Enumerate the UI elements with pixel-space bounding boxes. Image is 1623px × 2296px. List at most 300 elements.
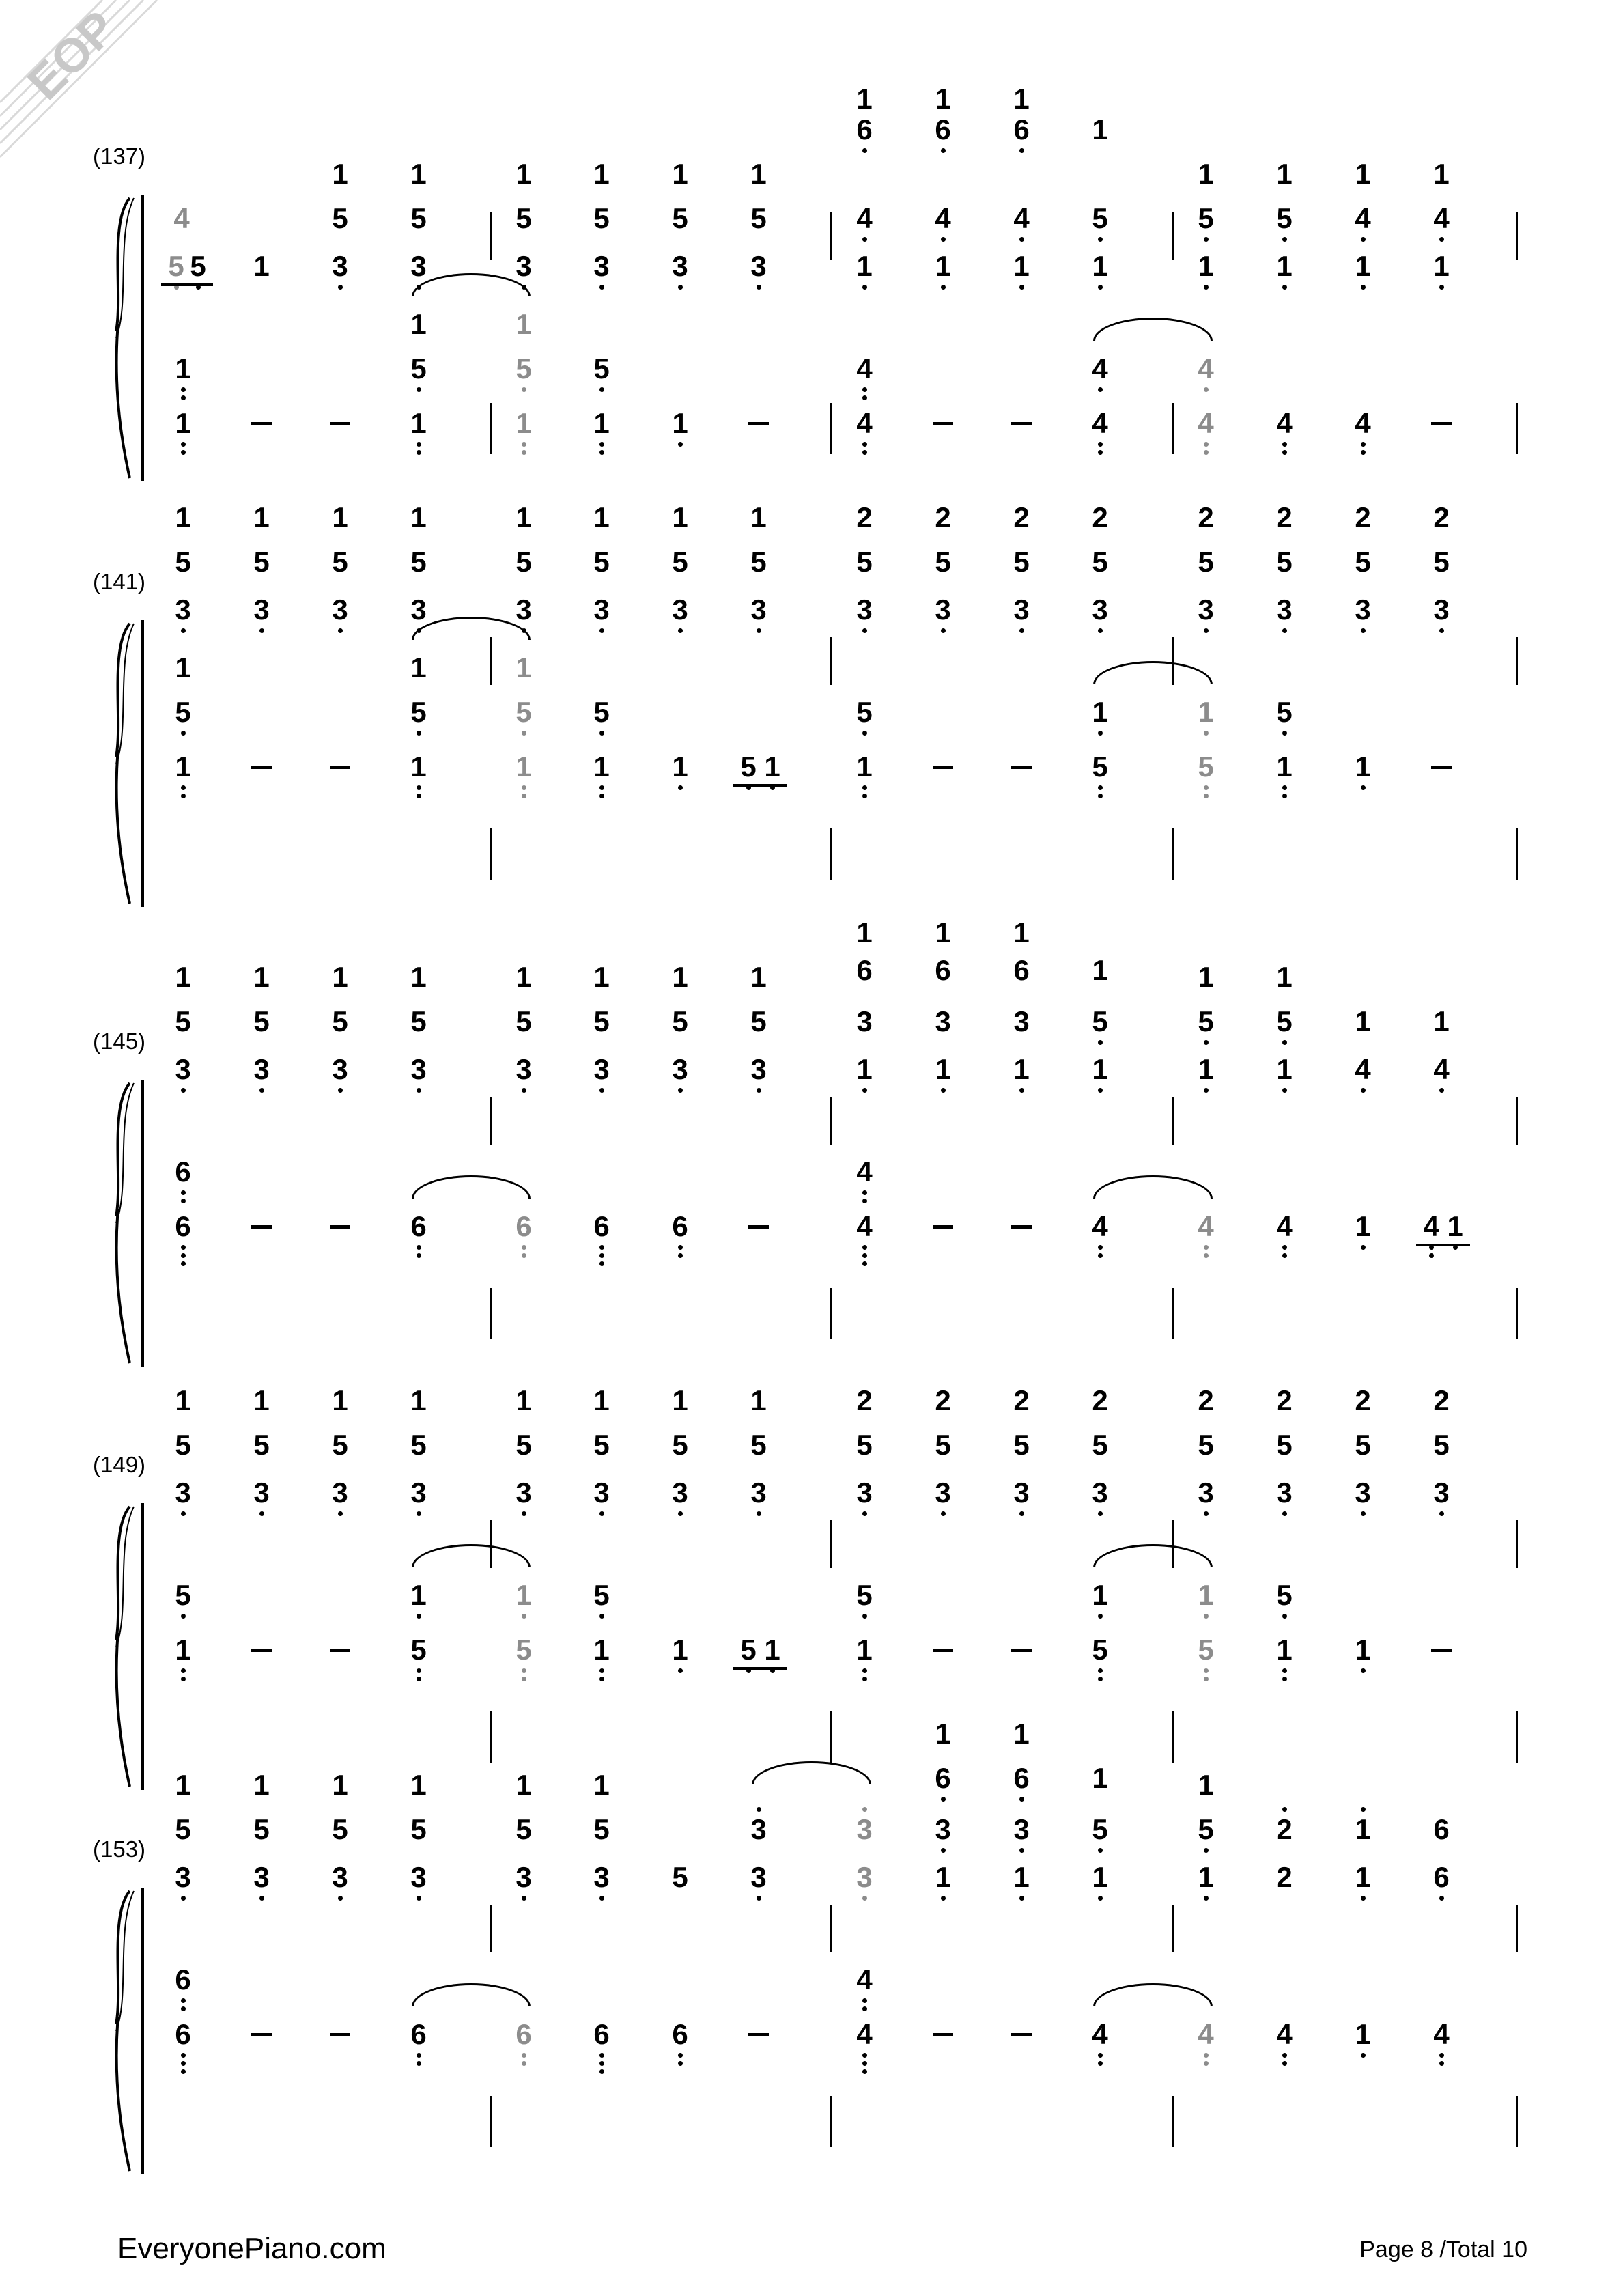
note-digit: 3 — [253, 1053, 270, 1085]
octave-dot-below — [599, 285, 604, 290]
octave-dot-below — [181, 1677, 186, 1681]
note-digit: 6 — [175, 2018, 191, 2050]
note-digit: 5 — [1198, 751, 1214, 783]
note-digit: 1 — [593, 961, 610, 993]
octave-dot-below — [599, 628, 604, 633]
octave-dot-below — [1204, 1896, 1209, 1901]
note-digit: 1 — [672, 751, 688, 783]
note-digit: 5 — [1276, 202, 1293, 234]
octave-dot-below — [259, 1511, 264, 1516]
tie-arc — [1093, 1544, 1213, 1567]
octave-dot-below — [941, 1511, 946, 1516]
note-digit: 1 — [672, 1634, 688, 1666]
note-digit: 2 — [1092, 501, 1108, 533]
octave-dot-below — [417, 1088, 421, 1093]
note-digit: 1 — [516, 1769, 532, 1801]
octave-dot-below — [1361, 628, 1366, 633]
hold-dash — [330, 2033, 350, 2036]
note-digit: 1 — [516, 652, 532, 684]
note-digit: 3 — [750, 1476, 767, 1509]
note-digit: 1 — [593, 751, 610, 783]
note-digit: 5 — [856, 546, 873, 578]
note-digit: 5 — [593, 1005, 610, 1037]
octave-dot-below — [757, 628, 761, 633]
octave-dot-below — [181, 794, 186, 798]
octave-dot-below — [417, 1896, 421, 1901]
note-digit: 5 — [1092, 1429, 1108, 1461]
octave-dot-below — [1204, 731, 1209, 736]
note-digit: 3 — [410, 1861, 427, 1893]
note-digit: 5 — [410, 1634, 427, 1666]
note-digit: 1 — [1355, 158, 1371, 190]
note-digit: 4 — [1423, 1210, 1439, 1242]
octave-dot-below — [181, 450, 186, 455]
octave-dot-below — [1282, 794, 1287, 798]
note-digit: 5 — [1092, 1634, 1108, 1666]
note-digit: 5 — [1198, 202, 1214, 234]
note-digit: 5 — [410, 1005, 427, 1037]
note-digit: 5 — [593, 1429, 610, 1461]
note-digit: 3 — [856, 593, 873, 626]
note-digit: 5 — [593, 696, 610, 728]
note-digit: 4 — [856, 1210, 873, 1242]
note-digit: 4 — [1198, 2018, 1214, 2050]
tie-arc — [412, 1175, 531, 1199]
note-digit: 3 — [1276, 593, 1293, 626]
note-digit: 1 — [935, 1861, 951, 1893]
octave-dot-below — [181, 1511, 186, 1516]
note-digit: 5 — [410, 696, 427, 728]
bar-line-upper — [1172, 1905, 1174, 1952]
note-digit: 5 — [1433, 546, 1450, 578]
note-digit: 5 — [516, 1005, 532, 1037]
octave-dot-below — [599, 1677, 604, 1681]
note-digit: 2 — [1276, 1384, 1293, 1416]
octave-dot-below — [417, 450, 421, 455]
note-digit: 1 — [672, 961, 688, 993]
octave-dot-below — [181, 2053, 186, 2058]
tie-arc — [1093, 318, 1213, 341]
beam-underline — [1416, 1244, 1470, 1246]
octave-dot-below — [757, 1511, 761, 1516]
note-digit: 3 — [935, 593, 951, 626]
note-digit: 5 — [1355, 546, 1371, 578]
note-digit: 1 — [1013, 250, 1030, 282]
octave-dot-below — [1361, 1668, 1366, 1673]
octave-dot-below — [522, 1511, 526, 1516]
octave-dot-below — [1429, 1253, 1434, 1258]
octave-dot-below — [1204, 628, 1209, 633]
octave-dot-below — [181, 628, 186, 633]
note-digit: 3 — [253, 593, 270, 626]
note-digit: 1 — [175, 751, 191, 783]
note-digit: 5 — [175, 1429, 191, 1461]
beam-underline — [161, 283, 213, 286]
page-number: Page 8 /Total 10 — [1359, 2237, 1527, 2263]
octave-dot-below — [599, 442, 604, 447]
note-digit: 5 — [1013, 546, 1030, 578]
note-digit: 4 — [856, 202, 873, 234]
note-digit: 4 — [1276, 1210, 1293, 1242]
note-digit: 2 — [1198, 1384, 1214, 1416]
bar-line-lower — [830, 403, 832, 454]
octave-dot-below — [1098, 2053, 1103, 2058]
octave-dot-below — [941, 237, 946, 242]
bar-line-lower — [1172, 828, 1174, 880]
octave-dot-below — [1439, 2053, 1444, 2058]
note-digit: 1 — [332, 961, 348, 993]
octave-dot-below — [522, 442, 526, 447]
octave-dot-below — [417, 2053, 421, 2058]
beam-underline — [733, 784, 787, 787]
note-digit: 1 — [764, 751, 780, 783]
brace-icon — [102, 1888, 137, 2174]
note-digit: 1 — [332, 501, 348, 533]
note-digit: 5 — [1276, 1429, 1293, 1461]
octave-dot-below — [1098, 2061, 1103, 2066]
note-digit: 4 — [1276, 2018, 1293, 2050]
octave-dot-below — [1204, 285, 1209, 290]
octave-dot-below — [1019, 1511, 1024, 1516]
note-digit: 2 — [856, 1384, 873, 1416]
note-digit: 1 — [410, 652, 427, 684]
note-digit: 1 — [1198, 250, 1214, 282]
note-digit: 5 — [1276, 1579, 1293, 1611]
octave-dot-above — [862, 1807, 867, 1812]
note-digit: 5 — [332, 1005, 348, 1037]
note-digit: 3 — [672, 1476, 688, 1509]
octave-dot-below — [1282, 442, 1287, 447]
note-digit: 5 — [253, 1005, 270, 1037]
octave-dot-below — [181, 1614, 186, 1619]
note-digit: 1 — [1355, 1005, 1371, 1037]
octave-dot-below — [599, 2053, 604, 2058]
note-digit: 3 — [410, 593, 427, 626]
octave-dot-below — [1019, 1797, 1024, 1802]
note-digit: 1 — [1092, 954, 1108, 986]
note-digit: 1 — [672, 158, 688, 190]
octave-dot-below — [757, 285, 761, 290]
note-digit: 1 — [410, 407, 427, 439]
octave-dot-below — [678, 1253, 683, 1258]
octave-dot-below — [1282, 285, 1287, 290]
note-digit: 5 — [935, 546, 951, 578]
note-digit: 3 — [253, 1861, 270, 1893]
note-digit: 1 — [935, 250, 951, 282]
note-digit: 1 — [856, 916, 873, 949]
brace-icon — [102, 1503, 137, 1790]
note-digit: 1 — [175, 1769, 191, 1801]
note-digit: 5 — [410, 352, 427, 384]
octave-dot-below — [862, 395, 867, 400]
octave-dot-below — [181, 1199, 186, 1203]
note-digit: 5 — [1198, 546, 1214, 578]
note-digit: 5 — [1198, 1813, 1214, 1845]
hold-dash — [748, 422, 769, 425]
octave-dot-below — [941, 1088, 946, 1093]
octave-dot-below — [1439, 1088, 1444, 1093]
octave-dot-below — [1439, 2061, 1444, 2066]
octave-dot-below — [1204, 1088, 1209, 1093]
note-digit: 1 — [410, 961, 427, 993]
octave-dot-below — [181, 387, 186, 392]
octave-dot-below — [522, 731, 526, 736]
octave-dot-below — [599, 387, 604, 392]
note-digit: 1 — [856, 751, 873, 783]
note-digit: 3 — [175, 1476, 191, 1509]
octave-dot-below — [1098, 1511, 1103, 1516]
note-digit: 1 — [1355, 1634, 1371, 1666]
bar-line-lower — [490, 403, 492, 454]
octave-dot-below — [338, 628, 343, 633]
note-digit: 1 — [1276, 751, 1293, 783]
note-digit: 5 — [856, 1429, 873, 1461]
note-digit: 3 — [1013, 1813, 1030, 1845]
note-digit: 1 — [1092, 696, 1108, 728]
note-digit: 5 — [672, 1861, 688, 1893]
note-digit: 1 — [175, 652, 191, 684]
note-digit: 5 — [332, 202, 348, 234]
note-digit: 1 — [1355, 751, 1371, 783]
note-digit: 5 — [1276, 696, 1293, 728]
site-name[interactable]: EveryonePiano.com — [117, 2232, 386, 2265]
bar-line-lower — [490, 828, 492, 880]
octave-dot-below — [678, 2061, 683, 2066]
note-digit: 1 — [935, 916, 951, 949]
octave-dot-below — [1439, 237, 1444, 242]
bar-line-lower — [1516, 1288, 1518, 1339]
note-digit: 5 — [740, 1634, 757, 1666]
octave-dot-below — [1019, 1088, 1024, 1093]
octave-dot-below — [1098, 628, 1103, 633]
note-digit: 3 — [750, 1861, 767, 1893]
note-digit: 5 — [410, 1429, 427, 1461]
note-digit: 4 — [1433, 1053, 1450, 1085]
hold-dash — [251, 1649, 272, 1652]
bar-line-lower — [1516, 403, 1518, 454]
note-digit: 3 — [332, 593, 348, 626]
hold-dash — [330, 766, 350, 769]
hold-dash — [330, 1649, 350, 1652]
note-digit: 6 — [175, 1210, 191, 1242]
note-digit: 1 — [1276, 961, 1293, 993]
octave-dot-above — [1361, 1807, 1366, 1812]
octave-dot-below — [1282, 628, 1287, 633]
octave-dot-below — [338, 1088, 343, 1093]
note-digit: 6 — [935, 113, 951, 145]
octave-dot-below — [1282, 1614, 1287, 1619]
octave-dot-below — [1098, 1848, 1103, 1853]
octave-dot-below — [181, 1088, 186, 1093]
octave-dot-below — [417, 442, 421, 447]
note-digit: 3 — [516, 593, 532, 626]
note-digit: 4 — [1276, 407, 1293, 439]
note-digit: 1 — [1355, 1210, 1371, 1242]
note-digit: 3 — [750, 1813, 767, 1845]
octave-dot-below — [1098, 1245, 1103, 1250]
bar-line-upper — [1172, 212, 1174, 260]
note-digit: 4 — [1355, 202, 1371, 234]
note-digit: 5 — [1355, 1429, 1371, 1461]
bar-line-upper — [830, 1905, 832, 1952]
note-digit: 1 — [764, 1634, 780, 1666]
hold-dash — [748, 2033, 769, 2036]
note-digit: 2 — [1276, 1861, 1293, 1893]
octave-dot-below — [678, 285, 683, 290]
note-digit: 3 — [593, 593, 610, 626]
note-digit: 1 — [175, 352, 191, 384]
note-digit: 1 — [1433, 1005, 1450, 1037]
note-digit: 5 — [1092, 751, 1108, 783]
note-digit: 1 — [1092, 1861, 1108, 1893]
note-digit: 6 — [1013, 113, 1030, 145]
note-digit: 3 — [593, 1861, 610, 1893]
note-digit: 5 — [253, 546, 270, 578]
octave-dot-below — [1282, 731, 1287, 736]
bar-line-lower — [830, 2096, 832, 2147]
system-bar — [141, 1888, 144, 2174]
octave-dot-above — [1282, 1807, 1287, 1812]
note-digit: 1 — [253, 501, 270, 533]
note-digit: 1 — [1355, 1861, 1371, 1893]
note-digit: 3 — [332, 1053, 348, 1085]
octave-dot-below — [181, 442, 186, 447]
octave-dot-below — [1439, 285, 1444, 290]
octave-dot-below — [1019, 628, 1024, 633]
octave-dot-below — [862, 442, 867, 447]
octave-dot-below — [1282, 1511, 1287, 1516]
note-digit: 3 — [332, 250, 348, 282]
bar-line-lower — [1172, 2096, 1174, 2147]
octave-dot-above — [757, 1807, 761, 1812]
octave-dot-below — [599, 794, 604, 798]
hold-dash — [1431, 422, 1452, 425]
tie-arc — [752, 1761, 871, 1784]
octave-dot-below — [941, 285, 946, 290]
note-digit: 5 — [672, 202, 688, 234]
note-digit: 5 — [332, 546, 348, 578]
note-digit: 5 — [1092, 546, 1108, 578]
note-digit: 5 — [672, 1429, 688, 1461]
octave-dot-below — [181, 1190, 186, 1195]
note-digit: 1 — [593, 501, 610, 533]
note-digit: 1 — [672, 501, 688, 533]
octave-dot-below — [417, 1245, 421, 1250]
octave-dot-below — [522, 1088, 526, 1093]
octave-dot-below — [1361, 237, 1366, 242]
note-digit: 3 — [1433, 593, 1450, 626]
note-digit: 3 — [672, 1053, 688, 1085]
octave-dot-below — [862, 794, 867, 798]
octave-dot-below — [1204, 442, 1209, 447]
hold-dash — [933, 766, 953, 769]
note-digit: 5 — [516, 1813, 532, 1845]
octave-dot-below — [678, 1088, 683, 1093]
octave-dot-below — [862, 2053, 867, 2058]
note-digit: 5 — [175, 1005, 191, 1037]
hold-dash — [1011, 766, 1032, 769]
bar-line-lower — [830, 828, 832, 880]
bar-line-lower — [830, 1288, 832, 1339]
note-digit: 5 — [175, 1579, 191, 1611]
note-digit: 6 — [935, 1762, 951, 1794]
note-digit: 1 — [1198, 961, 1214, 993]
note-digit: 1 — [750, 501, 767, 533]
octave-dot-below — [1204, 1253, 1209, 1258]
tie-arc — [412, 1544, 531, 1567]
bar-line-lower — [490, 1288, 492, 1339]
note-digit: 1 — [1433, 250, 1450, 282]
note-digit: 3 — [935, 1813, 951, 1845]
octave-dot-below — [522, 2061, 526, 2066]
octave-dot-below — [1204, 1245, 1209, 1250]
note-digit: 1 — [410, 1769, 427, 1801]
octave-dot-below — [522, 387, 526, 392]
octave-dot-below — [862, 1511, 867, 1516]
note-digit: 1 — [1092, 1579, 1108, 1611]
octave-dot-below — [181, 1253, 186, 1258]
octave-dot-below — [181, 2061, 186, 2066]
note-digit: 3 — [175, 1861, 191, 1893]
note-digit: 3 — [410, 250, 427, 282]
note-digit: 6 — [410, 2018, 427, 2050]
bar-line-lower — [490, 2096, 492, 2147]
note-digit: 5 — [168, 250, 184, 282]
octave-dot-below — [1098, 1040, 1103, 1045]
note-digit: 3 — [1013, 593, 1030, 626]
bar-line-upper — [1516, 1905, 1518, 1952]
bar-line-upper — [1516, 212, 1518, 260]
octave-dot-below — [1204, 2053, 1209, 2058]
note-digit: 3 — [672, 250, 688, 282]
note-digit: 1 — [856, 83, 873, 115]
note-digit: 1 — [856, 1053, 873, 1085]
octave-dot-below — [181, 2069, 186, 2074]
note-digit: 5 — [190, 250, 206, 282]
note-digit: 5 — [593, 1813, 610, 1845]
note-digit: 6 — [1433, 1861, 1450, 1893]
note-digit: 3 — [175, 593, 191, 626]
note-digit: 5 — [593, 546, 610, 578]
note-digit: 5 — [175, 546, 191, 578]
note-digit: 1 — [1013, 1861, 1030, 1893]
octave-dot-below — [1098, 1677, 1103, 1681]
octave-dot-below — [941, 628, 946, 633]
system-bar — [141, 1503, 144, 1790]
octave-dot-below — [1019, 148, 1024, 153]
note-digit: 1 — [593, 1769, 610, 1801]
octave-dot-below — [1098, 731, 1103, 736]
note-digit: 6 — [856, 954, 873, 986]
note-digit: 3 — [750, 1053, 767, 1085]
octave-dot-below — [1098, 285, 1103, 290]
octave-dot-below — [941, 1797, 946, 1802]
octave-dot-below — [522, 450, 526, 455]
note-digit: 5 — [593, 202, 610, 234]
note-digit: 4 — [173, 202, 190, 234]
octave-dot-below — [1098, 785, 1103, 790]
octave-dot-below — [862, 628, 867, 633]
hold-dash — [251, 1225, 272, 1229]
octave-dot-below — [259, 1896, 264, 1901]
measure-number: (153) — [93, 1836, 146, 1862]
note-digit: 5 — [1198, 1005, 1214, 1037]
note-digit: 1 — [935, 1718, 951, 1750]
note-digit: 4 — [1198, 407, 1214, 439]
octave-dot-below — [757, 1088, 761, 1093]
octave-dot-below — [1204, 794, 1209, 798]
octave-dot-below — [1282, 450, 1287, 455]
